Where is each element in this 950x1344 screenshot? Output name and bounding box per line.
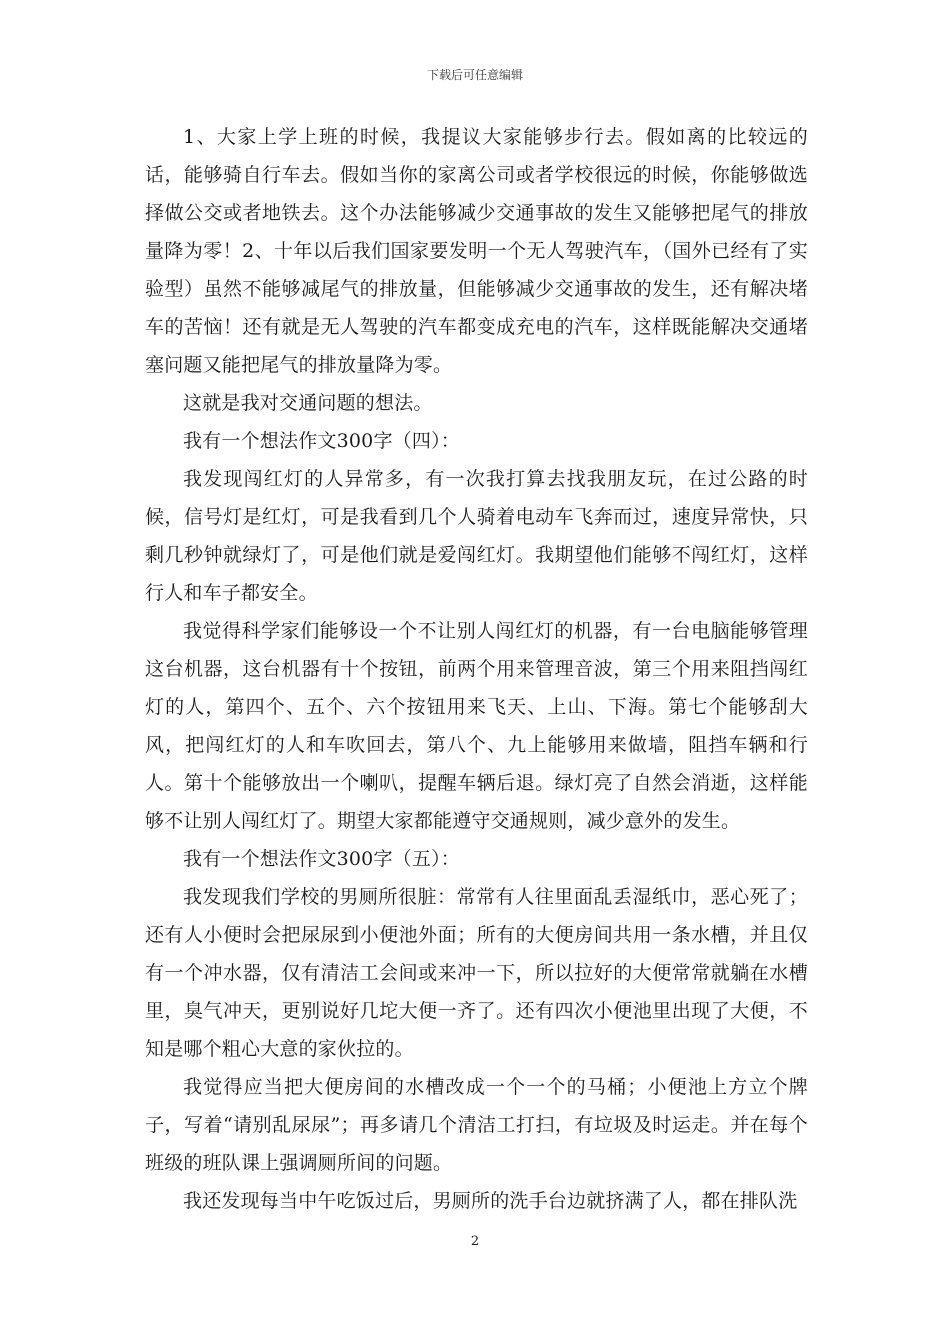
- paragraph-red-light-observation: 我发现闯红灯的人异常多，有一次我打算去找我朋友玩，在过公路的时候，信号灯是红灯，可是我看到几个人骑着电动车飞奔而过，速度异常快，只剩几秒钟就绿灯了，可是他们就是爱闯红灯。我期望他们能够不闯红灯，这样行人和车子都安全。: [145, 468, 808, 604]
- paragraph-washbasin-observation: 我还发现每当中午吃饭过后，男厕所的洗手台边就挤满了人，都在排队洗: [183, 1190, 798, 1212]
- page-number: 2: [470, 1234, 480, 1249]
- paragraph-transport-conclusion: 这就是我对交通问题的想法。: [183, 392, 433, 414]
- paragraph-toilet-observation: 我发现我们学校的男厕所很脏：常常有人往里面乱丢湿纸巾，恶心死了；还有人小便时会把尿尿到小便池外面；所有的大便房间共用一条水槽，并且仅有一个冲水器，仅有清洁工会间或来冲一下，所以拉好的大便常常就躺在水槽里，臭气冲天，更别说好几坨大便一齐了。还有四次小便池里出现了大便，不知是哪个粗心大意的家伙拉的。: [145, 886, 808, 1060]
- paragraph-red-light-machine: 我觉得科学家们能够设一个不让别人闯红灯的机器，有一台电脑能够管理这台机器，这台机器有十个按钮，前两个用来管理音波，第三个用来阻挡闯红灯的人，第四个、五个、六个按钮用来飞天、上山、下海。第七个能够刮大风，把闯红灯的人和车吹回去，第八个、九上能够用来做墙，阻挡车辆和行人。第十个能够放出一个喇叭，提醒车辆后退。绿灯亮了自然会消逝，这样能够不让别人闯红灯了。期望大家都能遵守交通规则，减少意外的发生。: [145, 620, 808, 832]
- paragraph-transport-ideas: 1、大家上学上班的时候，我提议大家能够步行去。假如离的比较远的话，能够骑自行车去。假如当你的家离公司或者学校很远的时候，你能够做选择做公交或者地铁去。这个办法能够减少交通事故的发生又能够把尾气的排放量降为零！2、十年以后我们国家要发明一个无人驾驶汽车，（国外已经有了实验型）虽然不能够减尾气的排放量，但能够减少交通事故的发生，还有解决堵车的苦恼！还有就是无人驾驶的汽车都变成充电的汽车，这样既能解决交通堵塞问题又能把尾气的排放量降为零。: [145, 126, 808, 376]
- section-heading-four: 我有一个想法作文300字（四）：: [183, 430, 460, 452]
- document-body: [145, 118, 808, 1220]
- section-heading-five: 我有一个想法作文300字（五）：: [183, 848, 460, 870]
- paragraph-toilet-suggestion: 我觉得应当把大便房间的水槽改成一个一个的马桶；小便池上方立个牌子，写着“请别乱尿尿”；再多请几个清洁工打扫，有垃圾及时运走。并在每个班级的班队课上强调厕所间的问题。: [145, 1076, 808, 1174]
- page-header: 下载后可任意编辑: [426, 68, 523, 82]
